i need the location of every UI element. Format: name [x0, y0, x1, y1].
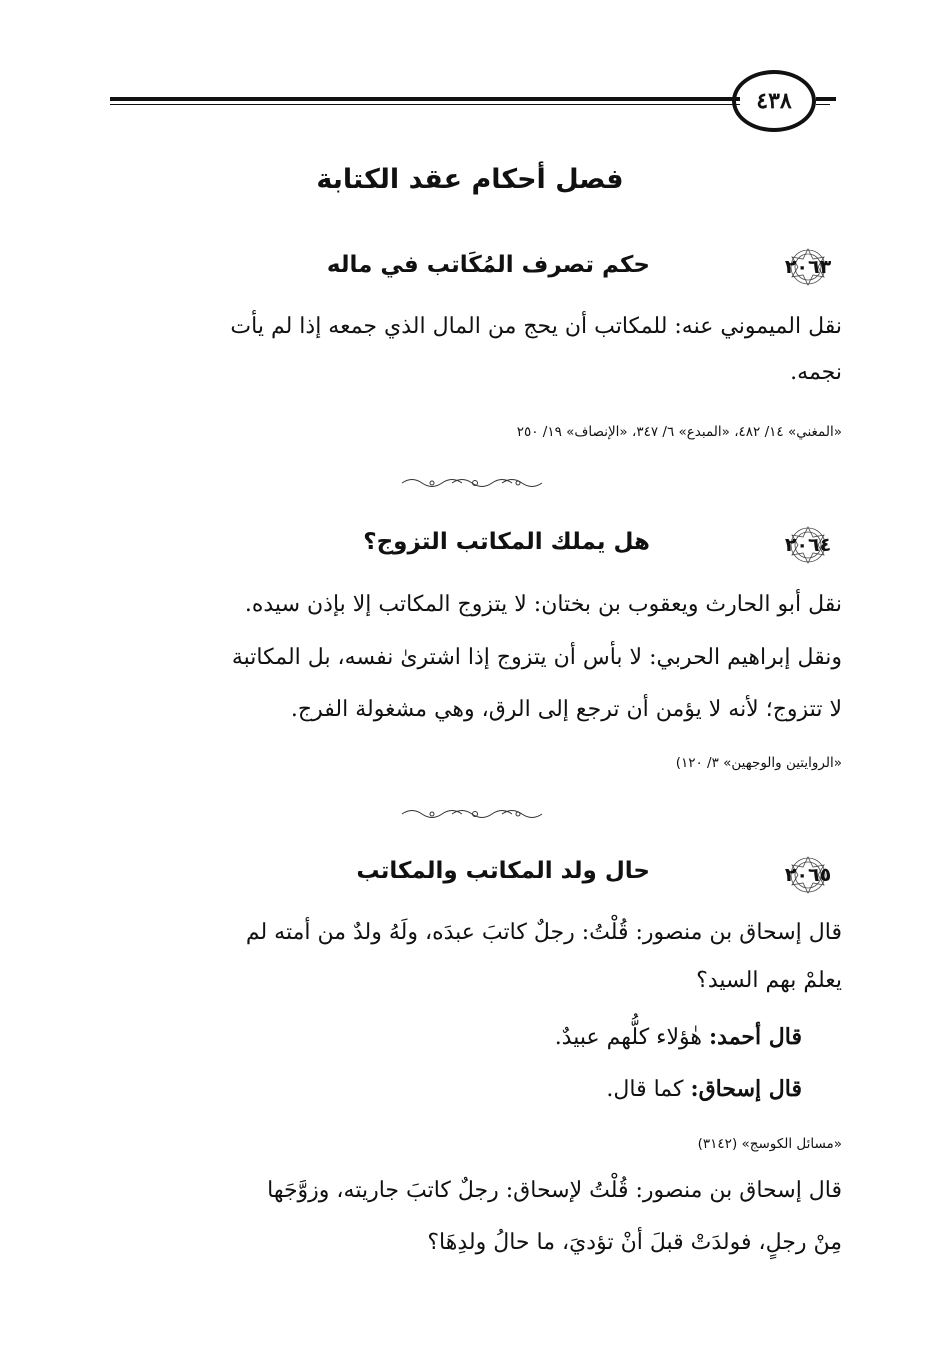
paragraph-line: نقل أبو الحارث ويعقوب بن بختان: لا يتزوج المكاتب إلا بإذن سيده. [244, 592, 842, 617]
section-number-badge [778, 247, 838, 287]
answer-line [555, 1024, 802, 1050]
paragraph-line: نقل الميموني عنه: للمكاتب أن يحج من المال الذي جمعه إذا لم يأت [230, 314, 842, 339]
section-number-badge [778, 525, 838, 565]
speaker-label: قال أحمد: [709, 1024, 802, 1050]
paragraph-line: يعلمْ بهم السيد؟ [696, 968, 842, 993]
paragraph-line: ونقل إبراهيم الحربي: لا بأس أن يتزوج إذا اشترىٰ نفسه، بل المكاتبة [231, 645, 842, 670]
divider-ornament [400, 807, 550, 821]
paragraph-line: نجمه. [790, 360, 842, 385]
section-heading: هل يملك المكاتب التزوج؟ [363, 529, 650, 555]
source-citation: «مسائل الكوسج» (٣١٤٢) [697, 1136, 842, 1152]
paragraph-line: مِنْ رجلٍ، فولدَتْ قبلَ أنْ تؤديَ، ما حالُ ولدِهَا؟ [427, 1230, 842, 1255]
page-number-oval [732, 70, 816, 132]
section-number: ٢٠٦٥ [784, 864, 832, 886]
paragraph-line: لا تتزوج؛ لأنه لا يؤمن أن ترجع إلى الرق، وهي مشغولة الفرج. [290, 697, 842, 722]
section-heading: حكم تصرف المُكَاتب في ماله [326, 252, 650, 278]
section-number: ٢٠٦٤ [784, 534, 832, 556]
source-citation: «المغني» ١٤/ ٤٨٢، «المبدع» ٦/ ٣٤٧، «الإنصاف» ١٩/ ٢٥٠ [516, 424, 842, 440]
section-number-badge [778, 855, 838, 895]
speaker-label: قال إسحاق: [690, 1076, 802, 1102]
divider-ornament [400, 476, 550, 490]
section-number: ٢٠٦٣ [784, 256, 832, 278]
answer-line [606, 1076, 802, 1102]
source-citation: «الروايتين والوجهين» ٣/ ١٢٠) [675, 755, 842, 771]
section-heading: حال ولد المكاتب والمكاتب [356, 858, 650, 884]
answer-text: هٰؤلاء كلُّهم عبيدٌ. [554, 1025, 703, 1050]
header-rule-end [816, 97, 836, 101]
paragraph-line: قال إسحاق بن منصور: قُلْتُ لإسحاق: رجلٌ كاتبَ جاريته، وزوَّجَها [267, 1178, 842, 1203]
page-number: ٤٣٨ [756, 88, 792, 114]
header-rule [110, 94, 740, 108]
header-rule-end-thin [816, 104, 830, 105]
paragraph-line: قال إسحاق بن منصور: قُلْتُ: رجلٌ كاتبَ عبدَه، ولَهُ ولدٌ من أمته لم [245, 920, 842, 945]
chapter-title: فصل أحكام عقد الكتابة [316, 164, 624, 195]
answer-text: كما قال. [606, 1077, 684, 1102]
